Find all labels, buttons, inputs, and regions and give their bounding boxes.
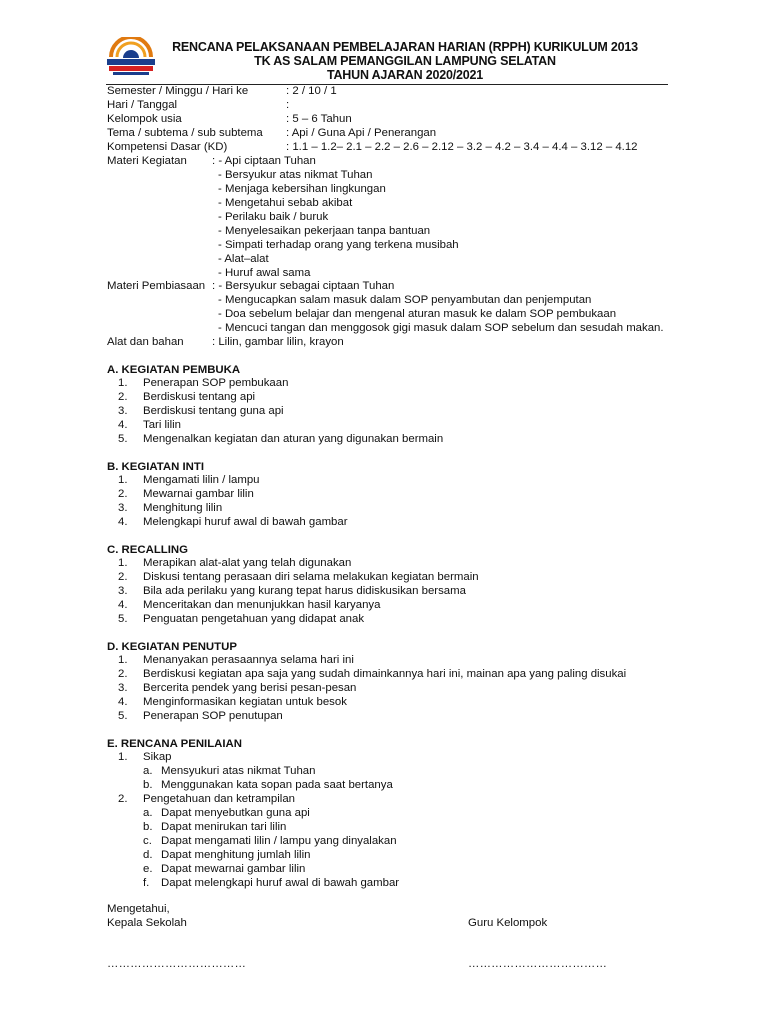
info-label-semester: Semester / Minggu / Hari ke [107, 85, 249, 97]
list-number: 4. [118, 516, 128, 528]
section-title-recalling: C. RECALLING [107, 544, 188, 556]
list-number: 3. [118, 682, 128, 694]
info-label-hari: Hari / Tanggal [107, 99, 178, 111]
list-item: Menceritakan dan menunjukkan hasil karyanya [143, 599, 381, 611]
sub-list-item: Dapat menirukan tari lilin [161, 821, 287, 833]
section-title-penilaian: E. RENCANA PENILAIAN [107, 738, 243, 750]
sub-list-key: b. [143, 821, 153, 833]
sub-list-item: Dapat mewarnai gambar lilin [161, 863, 306, 875]
list-item: Berdiskusi tentang guna api [143, 405, 284, 417]
list-item: Menghitung lilin [143, 502, 223, 514]
info-value-tema: : Api / Guna Api / Penerangan [286, 127, 437, 139]
sub-list-key: d. [143, 849, 153, 861]
list-number: 3. [118, 502, 128, 514]
sub-list-key: f. [143, 877, 150, 889]
sub-list-item: Dapat menghitung jumlah lilin [161, 849, 311, 861]
sub-list-item: Mensyukuri atas nikmat Tuhan [161, 765, 316, 777]
list-item: Mengamati lilin / lampu [143, 474, 260, 486]
info-value-semester: : 2 / 10 / 1 [286, 85, 337, 97]
list-number: 5. [118, 613, 128, 625]
signature-kepala-sekolah: Kepala Sekolah [107, 917, 187, 929]
list-item: Bila ada perilaku yang kurang tepat harus didiskusikan bersama [143, 585, 466, 597]
materi-kegiatan-item: : - Api ciptaan Tuhan [212, 155, 316, 167]
list-item: Penguatan pengetahuan yang didapat anak [143, 613, 365, 625]
list-item: Tari lilin [143, 419, 181, 431]
sub-list-key: a. [143, 807, 153, 819]
sub-list-key: e. [143, 863, 153, 875]
signature-line-left: ……………………………… [107, 958, 247, 970]
list-item: Sikap [143, 751, 172, 763]
list-number: 5. [118, 710, 128, 722]
list-number: 5. [118, 433, 128, 445]
list-item: Berdiskusi kegiatan apa saja yang sudah dimainkannya hari ini, mainan apa yang paling disukai [143, 668, 627, 680]
list-number: 1. [118, 377, 128, 389]
sub-list-item: Dapat menyebutkan guna api [161, 807, 310, 819]
list-number: 3. [118, 405, 128, 417]
materi-kegiatan-item: - Mengetahui sebab akibat [218, 197, 353, 209]
section-title-penutup: D. KEGIATAN PENUTUP [107, 641, 237, 653]
info-label-tema: Tema / subtema / sub subtema [107, 127, 263, 139]
materi-kegiatan-label: Materi Kegiatan [107, 155, 187, 167]
list-number: 1. [118, 654, 128, 666]
list-item: Mewarnai gambar lilin [143, 488, 254, 500]
list-number: 4. [118, 599, 128, 611]
sub-list-item: Menggunakan kata sopan pada saat bertanya [161, 779, 393, 791]
list-item: Bercerita pendek yang berisi pesan-pesan [143, 682, 357, 694]
list-number: 4. [118, 696, 128, 708]
list-number: 1. [118, 751, 128, 763]
list-item: Merapikan alat-alat yang telah digunakan [143, 557, 352, 569]
sub-list-key: b. [143, 779, 153, 791]
list-item: Pengetahuan dan ketrampilan [143, 793, 295, 805]
alat-value: : Lilin, gambar lilin, krayon [212, 336, 344, 348]
materi-pembiasaan-label: Materi Pembiasaan [107, 280, 206, 292]
school-name: TK AS SALAM PEMANGGILAN LAMPUNG SELATAN [254, 54, 556, 68]
list-item: Menanyakan perasaannya selama hari ini [143, 654, 354, 666]
materi-kegiatan-item: - Alat–alat [218, 253, 269, 265]
sub-list-item: Dapat mengamati lilin / lampu yang dinyalakan [161, 835, 397, 847]
section-title-pembuka: A. KEGIATAN PEMBUKA [107, 364, 241, 376]
list-item: Melengkapi huruf awal di bawah gambar [143, 516, 348, 528]
signature-line-right: ……………………………… [468, 958, 608, 970]
materi-kegiatan-item: - Simpati terhadap orang yang terkena musibah [218, 239, 459, 251]
list-number: 2. [118, 391, 128, 403]
list-item: Penerapan SOP pembukaan [143, 377, 289, 389]
list-item: Mengenalkan kegiatan dan aturan yang digunakan bermain [143, 433, 444, 445]
info-value-kelompok: : 5 – 6 Tahun [286, 113, 352, 125]
list-item: Berdiskusi tentang api [143, 391, 256, 403]
materi-kegiatan-item: - Perilaku baik / buruk [218, 211, 329, 223]
sub-list-item: Dapat melengkapi huruf awal di bawah gambar [161, 877, 400, 889]
list-number: 2. [118, 668, 128, 680]
materi-kegiatan-item: - Menyelesaikan pekerjaan tanpa bantuan [218, 225, 431, 237]
materi-kegiatan-item: - Huruf awal sama [218, 267, 311, 279]
section-title-inti: B. KEGIATAN INTI [107, 461, 205, 473]
academic-year: TAHUN AJARAN 2020/2021 [326, 68, 484, 82]
alat-label: Alat dan bahan [107, 336, 184, 348]
sub-list-key: c. [143, 835, 152, 847]
materi-kegiatan-item: - Menjaga kebersihan lingkungan [218, 183, 386, 195]
materi-pembiasaan-item: - Doa sebelum belajar dan mengenal aturan masuk ke dalam SOP pembukaan [218, 308, 617, 320]
school-logo [103, 37, 159, 77]
info-label-kd: Kompetensi Dasar (KD) [107, 141, 228, 153]
list-item: Diskusi tentang perasaan diri selama melakukan kegiatan bermain [143, 571, 479, 583]
info-label-kelompok: Kelompok usia [107, 113, 182, 125]
list-number: 2. [118, 571, 128, 583]
materi-pembiasaan-item: - Mengucapkan salam masuk dalam SOP penyambutan dan penjemputan [218, 294, 592, 306]
list-item: Penerapan SOP penutupan [143, 710, 283, 722]
list-number: 2. [118, 793, 128, 805]
materi-kegiatan-item: - Bersyukur atas nikmat Tuhan [218, 169, 373, 181]
signature-mengetahui: Mengetahui, [107, 903, 170, 915]
sub-list-key: a. [143, 765, 153, 777]
list-number: 2. [118, 488, 128, 500]
info-value-hari: : [286, 99, 290, 111]
list-number: 1. [118, 474, 128, 486]
list-number: 4. [118, 419, 128, 431]
list-number: 3. [118, 585, 128, 597]
list-item: Menginformasikan kegiatan untuk besok [143, 696, 347, 708]
info-value-kd: : 1.1 – 1.2– 2.1 – 2.2 – 2.6 – 2.12 – 3.2 – 4.2 – 3.4 – 4.4 – 3.12 – 4.12 [286, 141, 638, 153]
materi-pembiasaan-item: : - Bersyukur sebagai ciptaan Tuhan [212, 280, 395, 292]
list-number: 1. [118, 557, 128, 569]
doc-title: RENCANA PELAKSANAAN PEMBELAJARAN HARIAN (RPPH) KURIKULUM 2013 [172, 40, 638, 54]
signature-guru-kelompok: Guru Kelompok [468, 917, 548, 929]
materi-pembiasaan-item: - Mencuci tangan dan menggosok gigi masuk dalam SOP sebelum dan sesudah makan. [218, 322, 664, 334]
